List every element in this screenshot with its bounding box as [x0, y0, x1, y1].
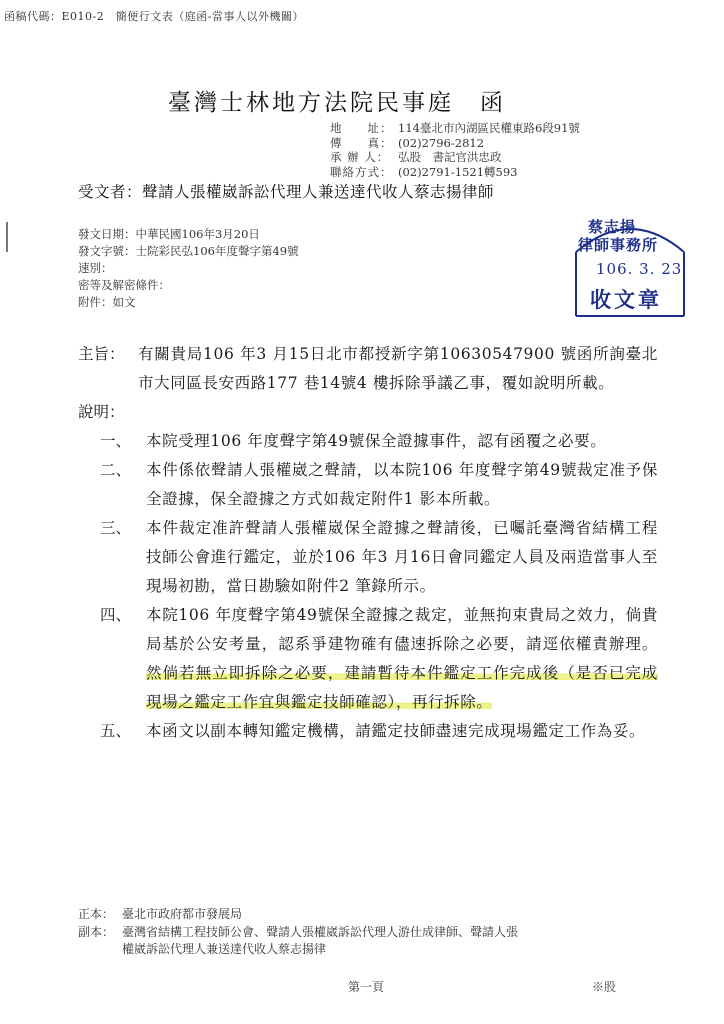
subject-label: 主旨：	[78, 345, 125, 363]
issue-date: 發文日期：中華民國106年3月20日	[78, 227, 260, 241]
explanation-item: 二、 本件係依聲請人張權崴之聲請，以本院106 年度聲字第49號裁定准予保全證據，保全證據之方式如裁定附件1 影本所載。	[100, 461, 658, 508]
explanation-item: 五、 本函文以副本轉知鑑定機構，請鑑定技師盡速完成現場鑑定工作為妥。	[100, 722, 646, 740]
stamp-received: 收文章	[590, 287, 662, 312]
stamp-firm-line2: 律師事務所	[578, 236, 659, 254]
contact-fax: 傳 真： (02)2796-2812	[330, 135, 485, 150]
attachment-note: 附件：如文	[78, 295, 136, 309]
scan-artifact	[6, 222, 8, 252]
explanation-item: 三、 本件裁定准許聲請人張權崴保全證據之聲請後，已囑託臺灣省結構工程技師公會進行鑑定，並於106 年3 月16日會同鑑定人員及兩造當事人至現場初勘，當日勘驗如附件2 筆錄所示。	[100, 519, 658, 595]
meta-block	[78, 226, 299, 311]
document-kind: 函	[480, 90, 506, 116]
copies-block	[78, 906, 522, 959]
form-code: 函稿代碼：E010-2 簡便行文表（庭函-當事人以外機關）	[4, 10, 304, 23]
explanation-item: 一、 本院受理106 年度聲字第49號保全證據事件，認有函覆之必要。	[100, 432, 607, 450]
subject-paragraph	[78, 340, 658, 398]
document-title	[168, 84, 506, 117]
original-recipient: 正本： 臺北市政府都市發展局	[78, 907, 243, 921]
stamp-date: 106. 3. 23	[596, 260, 683, 278]
secrecy-level: 密等及解密條件：	[78, 278, 170, 292]
explanation-item: 四、 本院106 年度聲字第49號保全證據之裁定，並無拘束貴局之效力，倘貴局基於公安考量，認系爭建物確有儘速拆除之必要，請逕依權責辦理。然倘若無立即拆除之必要，建請暫待本件鑑定工作完成後（是否已完成現場之鑑定工作宜與鑑定技師確認），再行拆除。	[100, 606, 658, 711]
explanation-label: 說明：	[78, 403, 125, 421]
document-body	[78, 340, 658, 746]
copy-recipients: 副本： 臺灣省結構工程技師公會、聲請人張權崴訴訟代理人游仕成律師、聲請人張權崴訴訟代理人兼送達代收人蔡志揚律	[78, 924, 519, 956]
recipient-line: 受文者：聲請人張權崴訴訟代理人兼送達代收人蔡志揚律師	[78, 183, 495, 201]
contact-address: 地 址： 114臺北市內湖區民權東路6段91號	[330, 121, 580, 135]
corner-mark: ※股	[592, 980, 617, 994]
received-stamp	[570, 212, 690, 322]
subject-text: 有關貴局106 年3 月15日北市都授新字第10630547900 號函所詢臺北市大同區長安西路177 巷14號4 樓拆除爭議乙事，覆如說明所載。	[138, 345, 658, 392]
contact-clerk: 承 辦 人： 弘股 書記官洪忠政	[330, 150, 502, 165]
delivery-speed: 速別：	[78, 261, 113, 275]
court-name: 臺灣士林地方法院民事庭	[168, 90, 454, 116]
stamp-firm-line1: 蔡志揚	[588, 218, 637, 236]
contact-phone: 聯絡方式： (02)2791-1521轉593	[330, 164, 518, 179]
page-number: 第一頁	[348, 980, 385, 994]
issue-reference: 發文字號：士院彩民弘106年度聲字第49號	[78, 244, 299, 258]
contact-block	[330, 121, 580, 179]
highlighted-text: 然倘若無立即拆除之必要，建請暫待本件鑑定工作完成後（是否已完成現場之鑑定工作宜與鑑定技師確認），再行拆除。	[146, 664, 658, 711]
